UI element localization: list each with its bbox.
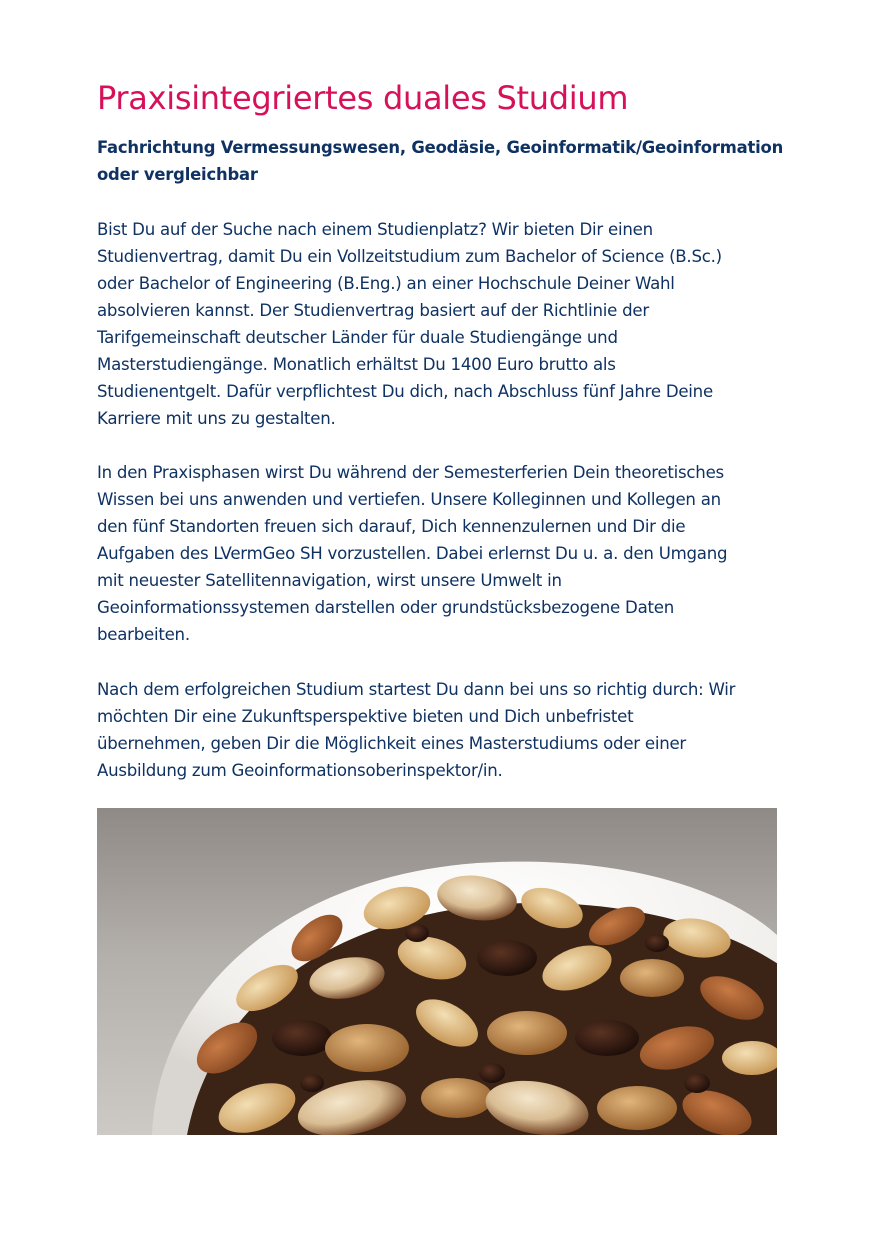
text-line: Ausbildung zum Geoinformationsoberinspektor/in. bbox=[97, 761, 503, 780]
page-title: Praxisintegriertes duales Studium bbox=[97, 79, 629, 117]
text-line: den fünf Standorten freuen sich darauf, Dich kennenzulernen und Dir die bbox=[97, 517, 686, 536]
subtitle bbox=[97, 134, 787, 188]
text-line: Studienentgelt. Dafür verpflichtest Du dich, nach Abschluss fünf Jahre Deine bbox=[97, 382, 713, 401]
text-line: Wissen bei uns anwenden und vertiefen. Unsere Kolleginnen und Kollegen an bbox=[97, 490, 721, 509]
text-line: Tarifgemeinschaft deutscher Länder für duale Studiengänge und bbox=[97, 328, 618, 347]
text-line: Aufgaben des LVermGeo SH vorzustellen. Dabei erlernst Du u. a. den Umgang bbox=[97, 544, 728, 563]
text-line: bearbeiten. bbox=[97, 625, 190, 644]
subtitle-line: oder vergleichbar bbox=[97, 165, 258, 184]
text-line: absolvieren kannst. Der Studienvertrag basiert auf der Richtlinie der bbox=[97, 301, 649, 320]
text-line: Nach dem erfolgreichen Studium startest Du dann bei uns so richtig durch: Wir bbox=[97, 680, 736, 699]
text-line: mit neuester Satellitennavigation, wirst unsere Umwelt in bbox=[97, 571, 562, 590]
text-line: In den Praxisphasen wirst Du während der Semesterferien Dein theoretisches bbox=[97, 463, 724, 482]
text-line: Geoinformationssystemen darstellen oder grundstücksbezogene Daten bbox=[97, 598, 674, 617]
text-line: Masterstudiengänge. Monatlich erhältst Du 1400 Euro brutto als bbox=[97, 355, 616, 374]
paragraph-nach-dem-studium bbox=[97, 676, 787, 784]
text-line: Bist Du auf der Suche nach einem Studienplatz? Wir bieten Dir einen bbox=[97, 220, 653, 239]
text-line: oder Bachelor of Engineering (B.Eng.) an einer Hochschule Deiner Wahl bbox=[97, 274, 675, 293]
paragraph-studienvertrag bbox=[97, 216, 787, 432]
text-line: möchten Dir eine Zukunftsperspektive bieten und Dich unbefristet bbox=[97, 707, 634, 726]
text-line: Karriere mit uns zu gestalten. bbox=[97, 409, 336, 428]
subtitle-line: Fachrichtung Vermessungswesen, Geodäsie, Geoinformatik/Geoinformation bbox=[97, 138, 784, 157]
text-line: übernehmen, geben Dir die Möglichkeit eines Masterstudiums oder einer bbox=[97, 734, 686, 753]
text-line: Studienvertrag, damit Du ein Vollzeitstudium zum Bachelor of Science (B.Sc.) bbox=[97, 247, 722, 266]
nuts-bowl-photo bbox=[97, 808, 777, 1135]
paragraph-praxisphasen bbox=[97, 459, 787, 648]
